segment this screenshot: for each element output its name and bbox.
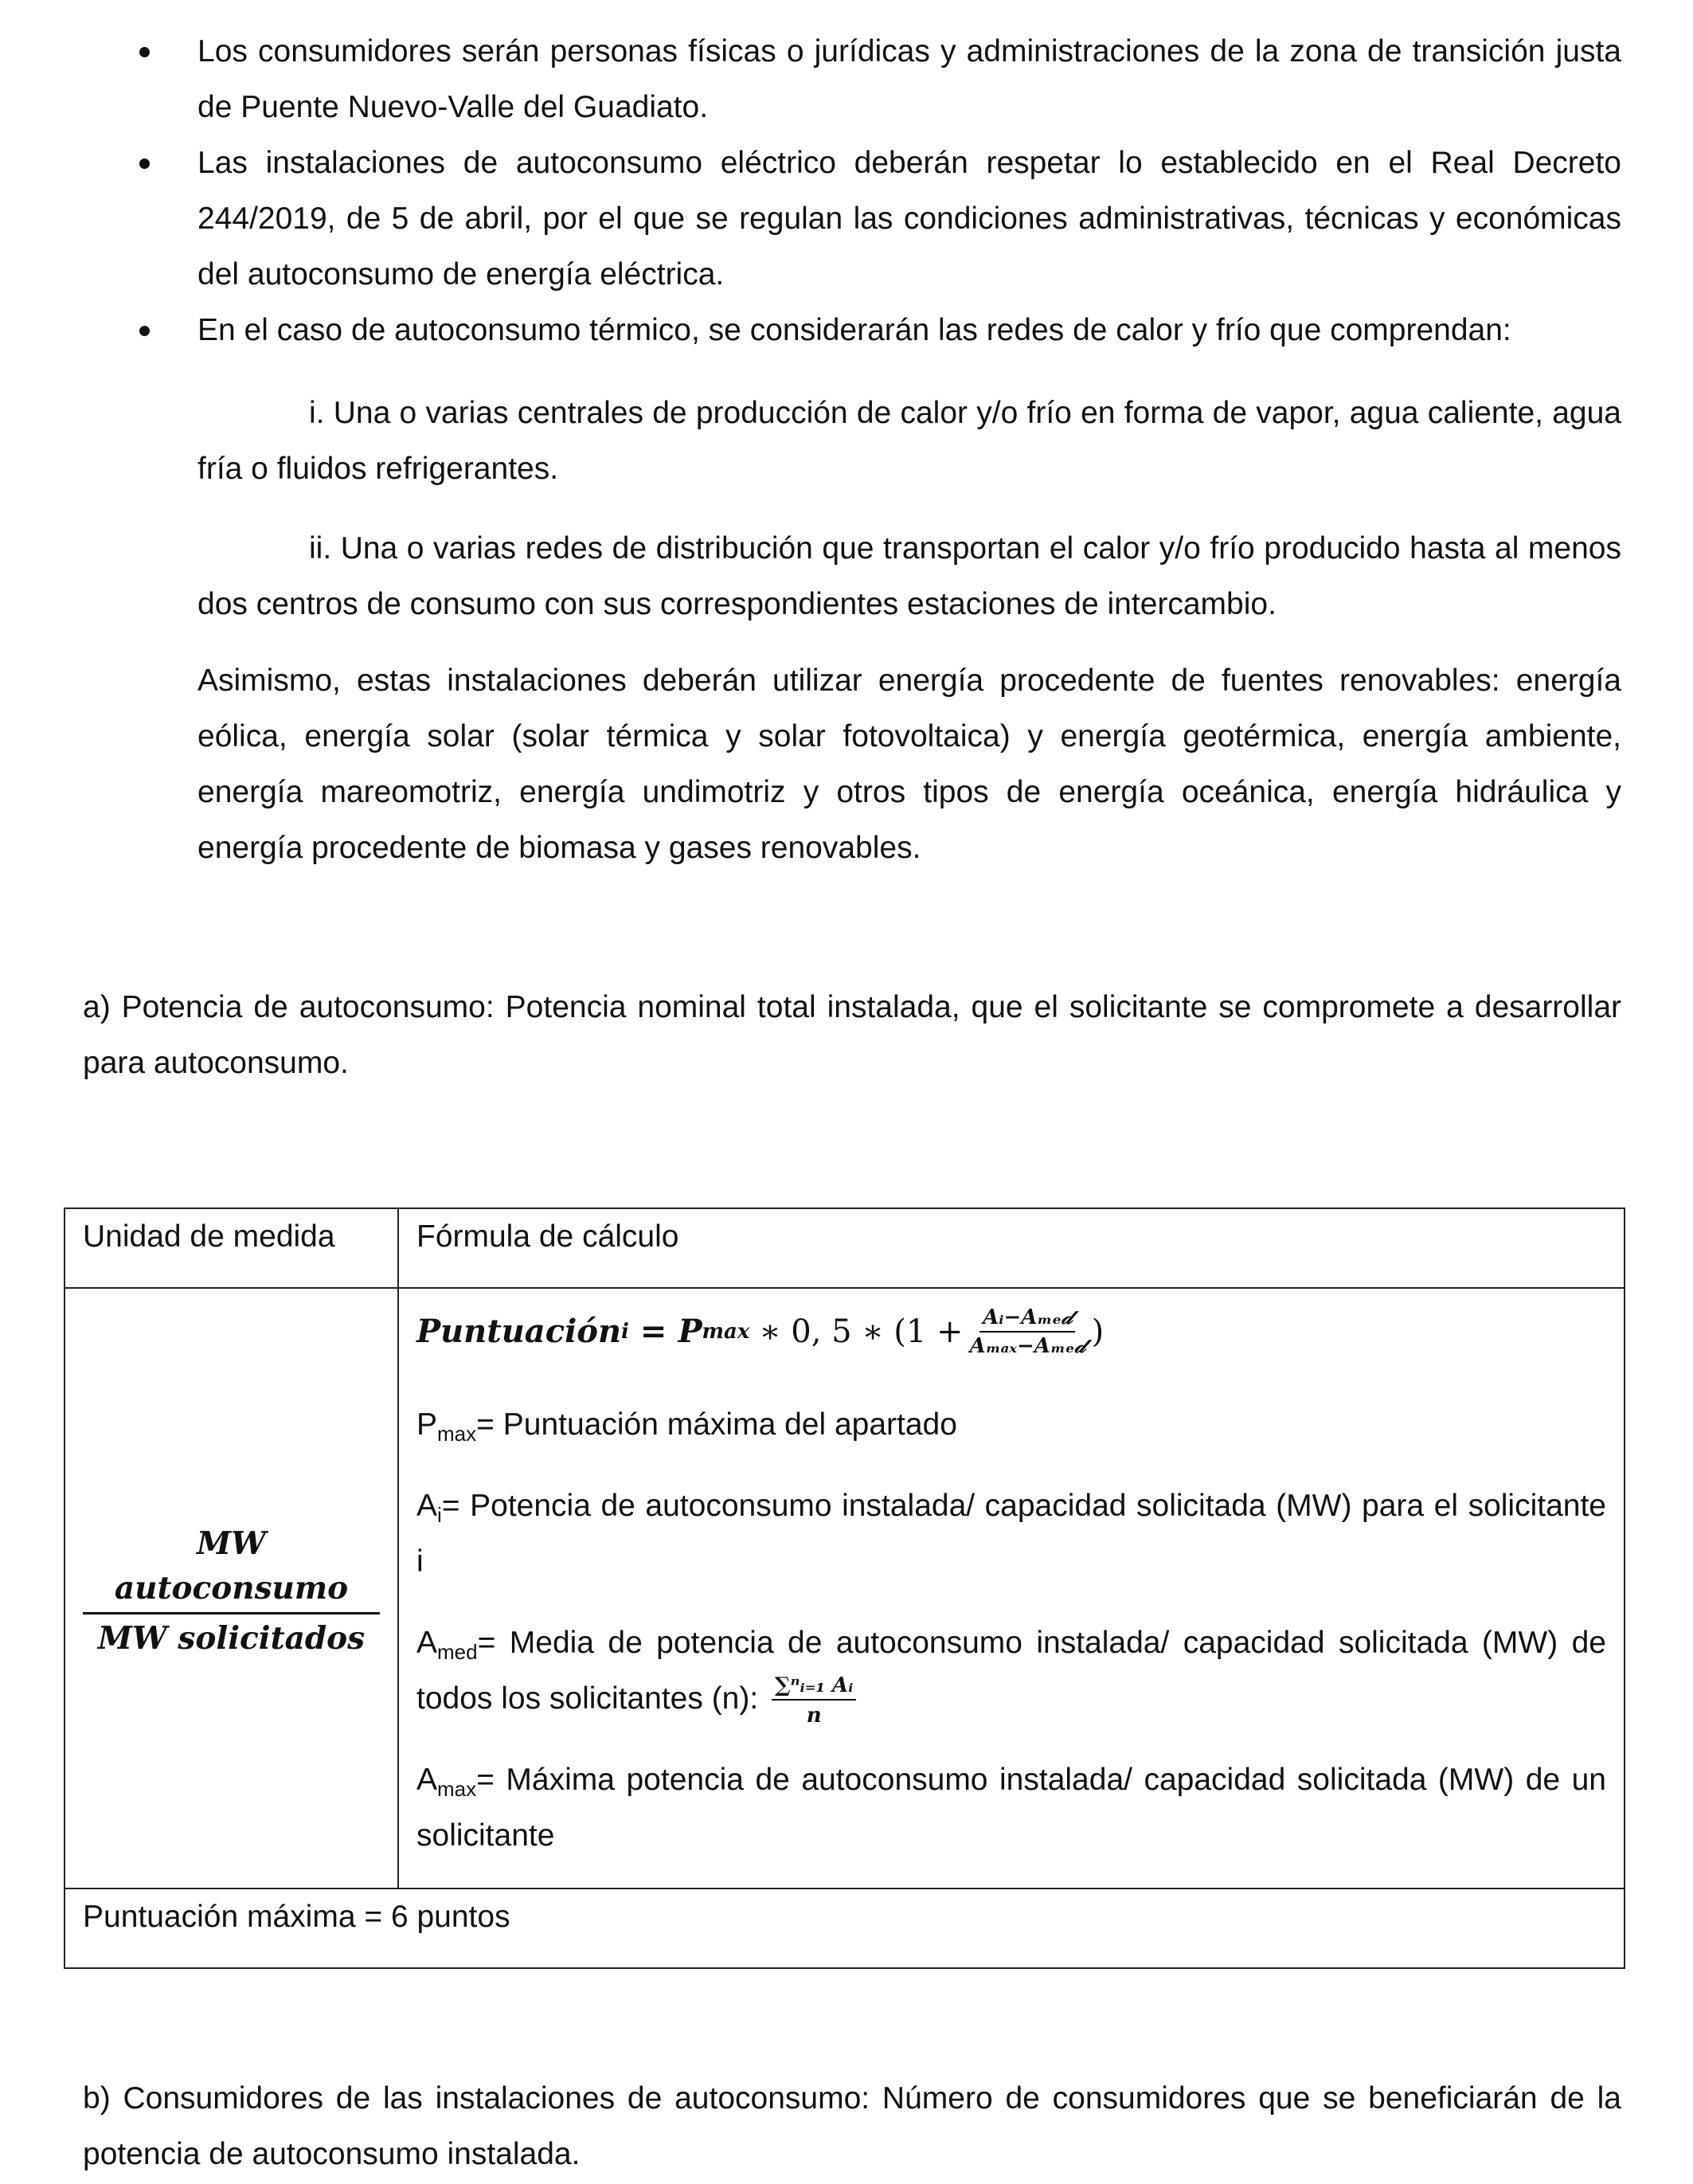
list-item: Los consumidores serán personas físicas o jurídicas y administraciones de la zona de transición justa de Puente Nuevo-Valle del Guadiato. [197, 24, 1621, 135]
score-formula: Puntuación i = P max ∗ 0, 5 ∗ (1 + $\frac{\text{Aᵢ−Aₘₑ𝒹}}{\text{Aₘₐₓ−Aₘₑ𝒹}}$ ) [416, 1305, 1105, 1358]
table-row [65, 1288, 1625, 1888]
section-a-text: a) Potencia de autoconsumo: Potencia nominal total instalada, que el solicitante se compromete a desarrollar para autoconsumo. [83, 990, 1621, 1080]
sub-item-ii: ii. Una o varias redes de distribución que transportan el calor y/o frío producido hasta al menos dos centros de consumo con sus correspondientes estaciones de intercambio. [197, 531, 1621, 621]
def-amax: $A_{max}=$ Máxima potencia de autoconsumo instalada/ capacidad solicitada (MW) de un solicitante [416, 1763, 1606, 1853]
bullet-icon [139, 159, 150, 169]
section-b-text: b) Consumidores de las instalaciones de autoconsumo: Número de consumidores que se beneficiarán de la potencia de autoconsumo instalada. [83, 2081, 1621, 2171]
formula-cell [398, 1288, 1625, 1888]
header-formula: Fórmula de cálculo [398, 1208, 1625, 1288]
table-footer-row [65, 1888, 1625, 1968]
unit-numerator: MW autoconsumo [83, 1521, 380, 1615]
def-pmax: $P_{max}=$ Puntuación máxima del apartado [416, 1407, 957, 1446]
def-amed: $A_{med}=$ Media de potencia de autoconsumo instalada/ capacidad solicitada (MW) de todos los solicitantes (n): $\frac{\text{∑ⁿᵢ₌₁ Aᵢ}}{n}$ [416, 1626, 1606, 1728]
header-unit: Unidad de medida [65, 1208, 398, 1288]
renewables-paragraph: Asimismo, estas instalaciones deberán utilizar energía procedente de fuentes renovables: energía eólica, energía solar (solar térmica y solar fotovoltaica) y energía geotérmica, energía ambiente, energía mareomotriz, energía undimotriz y otros tipos de energía oceánica, energía hidráulica y energía procedente de biomasa y gases renovables. [197, 663, 1621, 865]
sub-item-i: i. Una o varias centrales de producción de calor y/o frío en forma de vapor, agua caliente, agua fría o fluidos refrigerantes. [197, 396, 1621, 486]
table-header-row [65, 1208, 1625, 1288]
requirements-list [0, 24, 1693, 358]
def-ai: $A_i=$ Potencia de autoconsumo instalada/ capacidad solicitada (MW) para el solicitante i [416, 1489, 1606, 1579]
list-item: Las instalaciones de autoconsumo eléctrico deberán respetar lo establecido en el Real Decreto 244/2019, de 5 de abril, por el que se regulan las condiciones administrativas, técnicas y económicas del autoconsumo de energía eléctrica. [197, 135, 1621, 303]
mean-fraction: $\frac{\text{∑ⁿᵢ₌₁ Aᵢ}}{n}$ [772, 1675, 856, 1726]
formula-fraction: $\frac{\text{Aᵢ−Aₘₑ𝒹}}{\text{Aₘₐₓ−Aₘₑ𝒹}}$ [969, 1305, 1085, 1358]
unit-cell [65, 1288, 398, 1888]
unit-denominator: MW solicitados [97, 1619, 366, 1657]
bullet-icon [139, 47, 150, 57]
list-item: En el caso de autoconsumo térmico, se considerarán las redes de calor y frío que comprendan: [197, 303, 1621, 358]
max-score: Puntuación máxima = 6 puntos [65, 1888, 1625, 1968]
bullet-icon [139, 326, 150, 336]
scoring-table [64, 1207, 1625, 1969]
unit-fraction [83, 1521, 380, 1661]
